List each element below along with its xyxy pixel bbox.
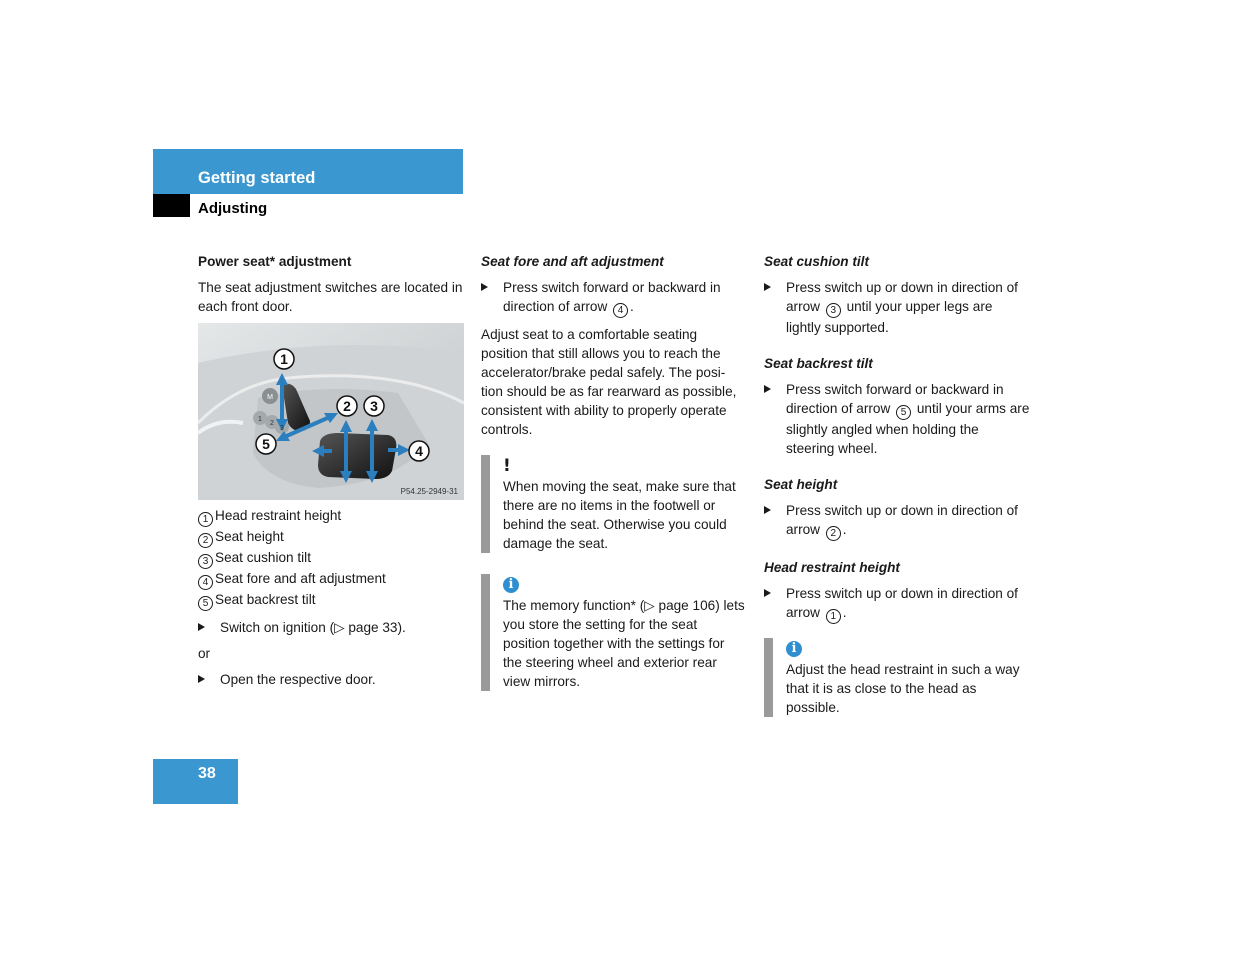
power-seat-intro: The seat adjustment switches are located in each front door. xyxy=(198,280,463,314)
bullet-triangle-icon xyxy=(198,623,205,631)
column-fore-aft xyxy=(481,252,745,691)
legend-item xyxy=(198,548,464,569)
legend-item xyxy=(198,590,464,611)
svg-text:1: 1 xyxy=(258,416,262,423)
step-text: Open the respective door. xyxy=(220,672,376,687)
step-text-end: until your arms are slightly angled when holding the steering wheel. xyxy=(786,401,1030,456)
info-notice xyxy=(764,638,1030,717)
section-header-bar xyxy=(153,149,463,194)
callout-number: 1 xyxy=(198,512,213,527)
svg-text:3: 3 xyxy=(370,398,378,414)
fore-aft-paragraph: Adjust seat to a comfortable seating position that still allows you to reach the accelerator/brake pedal safely. The posi-tion should be as far rearward as possible, consistent with ability to properly operate controls. xyxy=(481,327,737,437)
step-head-restraint xyxy=(764,584,1030,624)
step-text: Press switch up or down in direction of arrow xyxy=(786,503,1018,537)
page-number-box xyxy=(153,759,238,804)
step-text-end: . xyxy=(630,299,634,314)
legend-text: Seat fore and aft adjustment xyxy=(215,571,386,586)
callout-number: 4 xyxy=(613,303,628,318)
backrest-tilt-heading: Seat backrest tilt xyxy=(764,356,873,371)
bullet-triangle-icon xyxy=(764,506,771,514)
head-restraint-heading: Head restraint height xyxy=(764,560,900,575)
bullet-triangle-icon xyxy=(764,589,771,597)
info-icon: i xyxy=(786,641,802,657)
step-text: Press switch up or down in direction of arrow xyxy=(786,280,1018,314)
figure-code: P54.25-2949-31 xyxy=(400,487,458,496)
step-text: Press switch up or down in direction of arrow xyxy=(786,586,1018,620)
page-number: 38 xyxy=(198,765,216,782)
step-text-end: . xyxy=(842,522,847,537)
seat-switch-illustration xyxy=(198,323,464,500)
svg-text:2: 2 xyxy=(270,420,274,427)
legend-text: Seat cushion tilt xyxy=(215,550,311,565)
svg-text:M: M xyxy=(267,394,273,401)
bullet-triangle-icon xyxy=(764,385,771,393)
fore-aft-heading: Seat fore and aft adjustment xyxy=(481,254,664,269)
callout-number: 3 xyxy=(198,554,213,569)
column-seat-details xyxy=(764,252,1030,717)
step-seat-height xyxy=(764,501,1030,541)
info-icon: i xyxy=(503,577,519,593)
or-text: or xyxy=(198,646,211,661)
notice-stripe xyxy=(481,574,490,691)
legend-text: Head restraint height xyxy=(215,508,342,523)
legend-text: Seat backrest tilt xyxy=(215,592,316,607)
svg-text:1: 1 xyxy=(280,351,288,367)
svg-text:4: 4 xyxy=(415,443,423,459)
callout-number: 2 xyxy=(826,526,841,541)
legend-item xyxy=(198,569,464,590)
power-seat-heading: Power seat* adjustment xyxy=(198,254,352,269)
bullet-triangle-icon xyxy=(481,283,488,291)
notice-stripe xyxy=(481,455,490,553)
column-power-seat xyxy=(198,252,464,696)
bullet-triangle-icon xyxy=(764,283,771,291)
bullet-triangle-icon xyxy=(198,675,205,683)
callout-number: 5 xyxy=(198,596,213,611)
step-text: Press switch forward or backward in direction of arrow xyxy=(786,382,1004,416)
info-text: Adjust the head restraint in such a way that it is as close to the head as possible. xyxy=(786,662,1020,715)
step-text-end: . xyxy=(842,605,847,620)
info-text: The memory function* (▷ page 106) lets you store the setting for the seat position together with the settings for the steering wheel and exterior rear view mirrors. xyxy=(503,598,745,689)
subsection-marker xyxy=(153,194,190,217)
step-text-end: until your upper legs are lightly supported. xyxy=(786,299,993,335)
warning-notice xyxy=(481,455,745,553)
step-text: Switch on ignition (▷ page 33). xyxy=(220,620,406,635)
cushion-tilt-heading: Seat cushion tilt xyxy=(764,254,869,269)
step-ignition xyxy=(198,618,464,637)
legend-text: Seat height xyxy=(215,529,284,544)
callout-number: 1 xyxy=(826,609,841,624)
section-title: Getting started xyxy=(198,169,316,187)
step-backrest-tilt xyxy=(764,380,1030,458)
seat-switch-figure xyxy=(198,323,464,500)
svg-text:3: 3 xyxy=(280,425,284,432)
figure-legend xyxy=(198,506,464,611)
legend-item xyxy=(198,527,464,548)
subsection-title: Adjusting xyxy=(198,200,268,217)
callout-number: 5 xyxy=(896,405,911,420)
callout-number: 4 xyxy=(198,575,213,590)
step-cushion-tilt xyxy=(764,278,1030,337)
warning-icon: ! xyxy=(503,456,511,476)
step-fore-aft xyxy=(481,278,745,318)
step-text: Press switch forward or backward in direction of arrow xyxy=(503,280,721,314)
callout-number: 2 xyxy=(198,533,213,548)
callout-number: 3 xyxy=(826,303,841,318)
seat-height-heading: Seat height xyxy=(764,477,838,492)
svg-text:5: 5 xyxy=(262,436,270,452)
step-open-door xyxy=(198,670,464,689)
info-notice xyxy=(481,574,745,691)
svg-text:2: 2 xyxy=(343,398,351,414)
legend-item xyxy=(198,506,464,527)
notice-stripe xyxy=(764,638,773,717)
warning-text: When moving the seat, make sure that there are no items in the footwell or behind the seat. Otherwise you could damage the seat. xyxy=(503,479,736,551)
